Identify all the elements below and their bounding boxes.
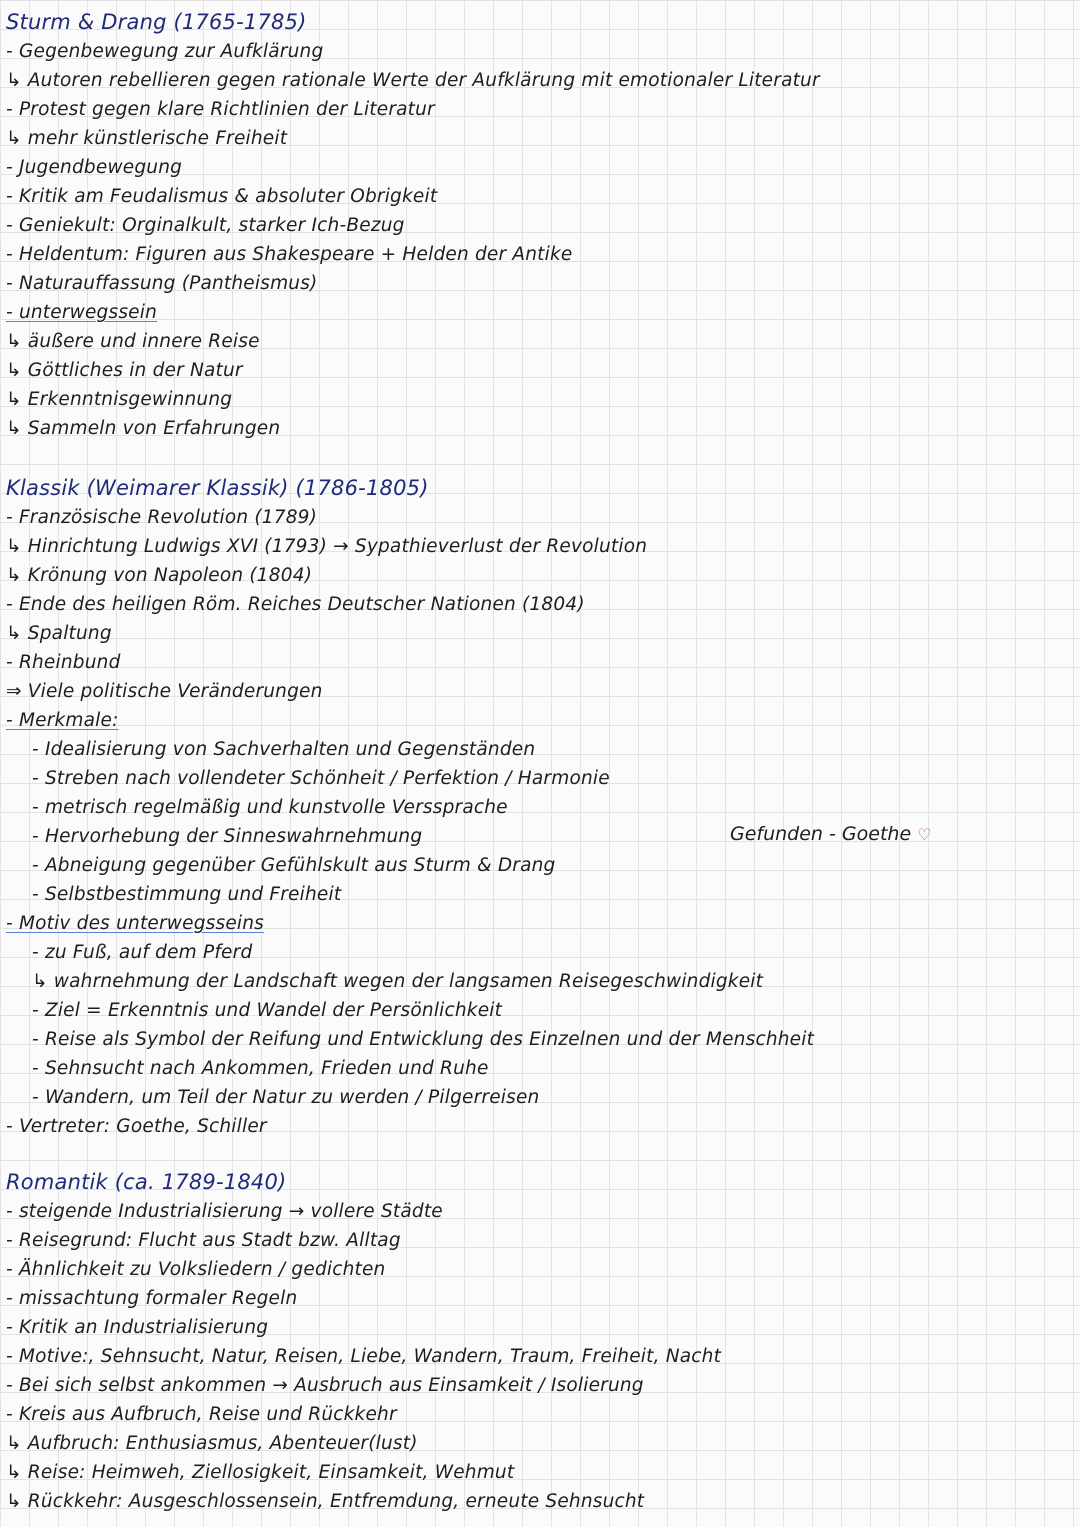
note-line: ↳ Krönung von Napoleon (1804) xyxy=(6,565,313,586)
note-line: - Gegenbewegung zur Aufklärung xyxy=(6,41,324,62)
note-line: - Ziel = Erkenntnis und Wandel der Persönlichkeit xyxy=(32,1000,503,1021)
note-line: - Kritik an Industrialisierung xyxy=(6,1317,269,1338)
note-line: - Protest gegen klare Richtlinien der Literatur xyxy=(6,99,435,120)
note-line: - Rheinbund xyxy=(6,652,121,673)
note-line: ↳ mehr künstlerische Freiheit xyxy=(6,128,288,149)
note-line: ↳ Rückkehr: Ausgeschlossensein, Entfremdung, erneute Sehnsucht xyxy=(6,1491,645,1512)
note-line: - Reisegrund: Flucht aus Stadt bzw. Alltag xyxy=(6,1230,401,1251)
note-line: ↳ Hinrichtung Ludwigs XVI (1793) → Sypathieverlust der Revolution xyxy=(6,536,648,557)
note-line: - Französische Revolution (1789) xyxy=(6,507,318,528)
note-line: - Merkmale: xyxy=(6,710,119,731)
note-line: - Heldentum: Figuren aus Shakespeare + Helden der Antike xyxy=(6,244,573,265)
note-line: ↳ Spaltung xyxy=(6,623,112,644)
note-line: ↳ äußere und innere Reise xyxy=(6,331,260,352)
note-line: ↳ Sammeln von Erfahrungen xyxy=(6,418,281,439)
note-line: - Bei sich selbst ankommen → Ausbruch aus Einsamkeit / Isolierung xyxy=(6,1375,644,1396)
note-line: - Motive:, Sehnsucht, Natur, Reisen, Liebe, Wandern, Traum, Freiheit, Nacht xyxy=(6,1346,722,1367)
note-line: - missachtung formaler Regeln xyxy=(6,1288,298,1309)
note-line: ↳ Göttliches in der Natur xyxy=(6,360,243,381)
note-line: - unterwegssein xyxy=(6,302,158,323)
note-line: - Geniekult: Orginalkult, starker Ich-Bezug xyxy=(6,215,405,236)
section-title: Klassik (Weimarer Klassik) (1786-1805) xyxy=(6,476,429,500)
note-line: - Vertreter: Goethe, Schiller xyxy=(6,1116,267,1137)
note-line: - Idealisierung von Sachverhalten und Gegenständen xyxy=(32,739,536,760)
note-line: ⇒ Viele politische Veränderungen xyxy=(6,681,323,702)
note-line: - steigende Industrialisierung → vollere Städte xyxy=(6,1201,443,1222)
note-line: - Sehnsucht nach Ankommen, Frieden und Ruhe xyxy=(32,1058,489,1079)
heart-icon: ♡ xyxy=(917,825,932,844)
note-line: - Streben nach vollendeter Schönheit / Perfektion / Harmonie xyxy=(32,768,610,789)
note-line: - Selbstbestimmung und Freiheit xyxy=(32,884,342,905)
section-sturm-und-drang xyxy=(6,8,1070,443)
note-line: ↳ Aufbruch: Enthusiasmus, Abenteuer(lust) xyxy=(6,1433,418,1454)
note-line: - Abneigung gegenüber Gefühlskult aus Sturm & Drang xyxy=(32,855,556,876)
note-line: - Hervorhebung der Sinneswahrnehmung xyxy=(32,826,423,847)
note-line: - zu Fuß, auf dem Pferd xyxy=(32,942,253,963)
note-line: - Kritik am Feudalismus & absoluter Obrigkeit xyxy=(6,186,438,207)
note-line: ↳ Erkenntnisgewinnung xyxy=(6,389,233,410)
section-klassik xyxy=(6,474,1070,1141)
note-line: ↳ Autoren rebellieren gegen rationale Werte der Aufklärung mit emotionaler Literatur xyxy=(6,70,820,91)
note-line: - Wandern, um Teil der Natur zu werden / Pilgerreisen xyxy=(32,1087,540,1108)
note-line: - Kreis aus Aufbruch, Reise und Rückkehr xyxy=(6,1404,397,1425)
note-line: ↳ wahrnehmung der Landschaft wegen der langsamen Reisegeschwindigkeit xyxy=(32,971,764,992)
note-line: - Ähnlichkeit zu Volksliedern / gedichten xyxy=(6,1259,386,1280)
note-line: - metrisch regelmäßig und kunstvolle Verssprache xyxy=(32,797,508,818)
section-title: Romantik (ca. 1789-1840) xyxy=(6,1170,287,1194)
side-note xyxy=(730,823,932,845)
section-romantik xyxy=(6,1168,1070,1516)
note-line: - Naturauffassung (Pantheismus) xyxy=(6,273,318,294)
note-line: - Ende des heiligen Röm. Reiches Deutscher Nationen (1804) xyxy=(6,594,585,615)
note-line: - Reise als Symbol der Reifung und Entwicklung des Einzelnen und der Menschheit xyxy=(32,1029,815,1050)
side-note-text: Gefunden - Goethe xyxy=(730,823,912,845)
note-line: ↳ Reise: Heimweh, Ziellosigkeit, Einsamkeit, Wehmut xyxy=(6,1462,515,1483)
note-line: - Jugendbewegung xyxy=(6,157,183,178)
note-line: - Motiv des unterwegsseins xyxy=(6,913,265,934)
section-title: Sturm & Drang (1765-1785) xyxy=(6,10,307,34)
